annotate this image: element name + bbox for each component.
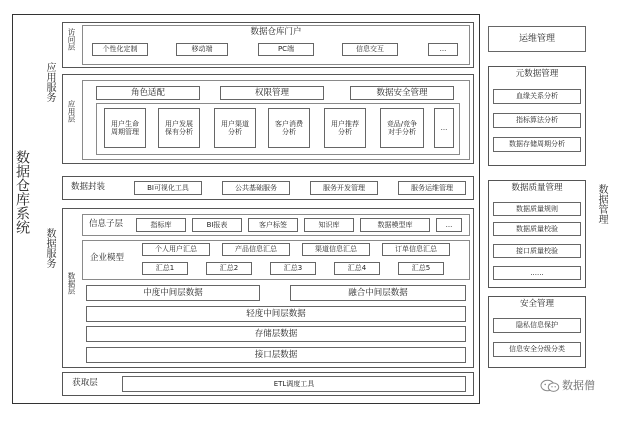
analysis-item: ... — [434, 108, 454, 148]
access-item: 个性化定制 — [92, 43, 148, 56]
security-item: 隐私信息保护 — [493, 318, 581, 333]
metadata-item: 血缘关系分析 — [493, 89, 581, 104]
light-middle-layer: 轻度中间层数据 — [86, 306, 466, 322]
info-item: 客户标签 — [248, 218, 298, 232]
metadata-title: 元数据管理 — [515, 69, 559, 80]
permission-box: 权限管理 — [220, 86, 324, 100]
info-item: 数据模型库 — [360, 218, 430, 232]
analysis-item: 用户发展保有分析 — [158, 108, 200, 148]
analysis-item: 竞品/竞争对手分析 — [380, 108, 424, 148]
info-sublayer-label: 信息子层 — [88, 219, 123, 230]
info-item: 知识库 — [304, 218, 354, 232]
summary-item: 汇总5 — [398, 262, 444, 275]
access-item: 信息交互 — [342, 43, 398, 56]
metadata-item: 指标算法分析 — [493, 113, 581, 128]
access-item: ... — [428, 43, 458, 56]
data-security-box: 数据安全管理 — [350, 86, 454, 100]
summary-item: 汇总3 — [270, 262, 316, 275]
encapsulation-item: 服务运维管理 — [398, 181, 466, 195]
analysis-item: 用户生命周期管理 — [104, 108, 146, 148]
encapsulation-label: 数据封装 — [70, 182, 105, 193]
acquisition-label: 获取层 — [72, 378, 98, 389]
application-layer-label: 应用层 — [67, 100, 76, 123]
system-title: 数据仓库系统 — [14, 150, 30, 234]
fusion-middle-layer: 融合中间层数据 — [290, 285, 466, 301]
enterprise-summary-item: 产品信息汇总 — [222, 243, 290, 256]
medium-middle-layer: 中度中间层数据 — [86, 285, 260, 301]
enterprise-summary-item: 个人用户汇总 — [142, 243, 210, 256]
summary-item: 汇总4 — [334, 262, 380, 275]
analysis-item: 用户渠道分析 — [214, 108, 256, 148]
app-service-label: 应用服务 — [44, 62, 55, 102]
summary-item: 汇总2 — [206, 262, 252, 275]
interface-layer: 接口层数据 — [86, 347, 466, 363]
wechat-icon — [540, 378, 560, 392]
security-title: 安全管理 — [519, 299, 554, 310]
analysis-item: 用户推荐分析 — [324, 108, 366, 148]
analysis-item: 客户消费分析 — [268, 108, 310, 148]
summary-item: 汇总1 — [142, 262, 188, 275]
ops-management: 运维管理 — [488, 26, 586, 52]
info-item: BI报表 — [192, 218, 242, 232]
enterprise-summary-item: 渠道信息汇总 — [302, 243, 370, 256]
quality-item: 接口质量校验 — [493, 244, 581, 258]
info-item: ... — [436, 218, 462, 232]
quality-item: 数据质量校验 — [493, 222, 581, 236]
access-layer-title: 数据仓库门户 — [250, 27, 302, 38]
quality-item: ...... — [493, 266, 581, 280]
info-item: 指标库 — [136, 218, 186, 232]
data-management-label: 数据管理 — [596, 184, 607, 224]
data-service-label: 数据服务 — [44, 228, 55, 268]
metadata-item: 数据存储周期分析 — [493, 137, 581, 152]
encapsulation-item: 公共基础服务 — [222, 181, 290, 195]
encapsulation-item: 服务开发管理 — [310, 181, 378, 195]
storage-layer: 存储层数据 — [86, 326, 466, 342]
role-adapt-box: 角色适配 — [96, 86, 200, 100]
etl-tool: ETL调度工具 — [122, 376, 466, 392]
access-item: PC端 — [258, 43, 314, 56]
enterprise-model-label: 企业模型 — [89, 253, 124, 264]
quality-title: 数据质量管理 — [511, 183, 563, 194]
encapsulation-item: BI可视化工具 — [134, 181, 202, 195]
data-layer-label: 数据层 — [67, 272, 76, 295]
quality-item: 数据质量规则 — [493, 202, 581, 216]
access-layer-label: 访问层 — [67, 28, 76, 51]
security-item: 信息安全分级分类 — [493, 342, 581, 357]
watermark-text: 数据僧 — [562, 379, 595, 392]
enterprise-summary-item: 订单信息汇总 — [382, 243, 450, 256]
access-item: 移动端 — [176, 43, 228, 56]
